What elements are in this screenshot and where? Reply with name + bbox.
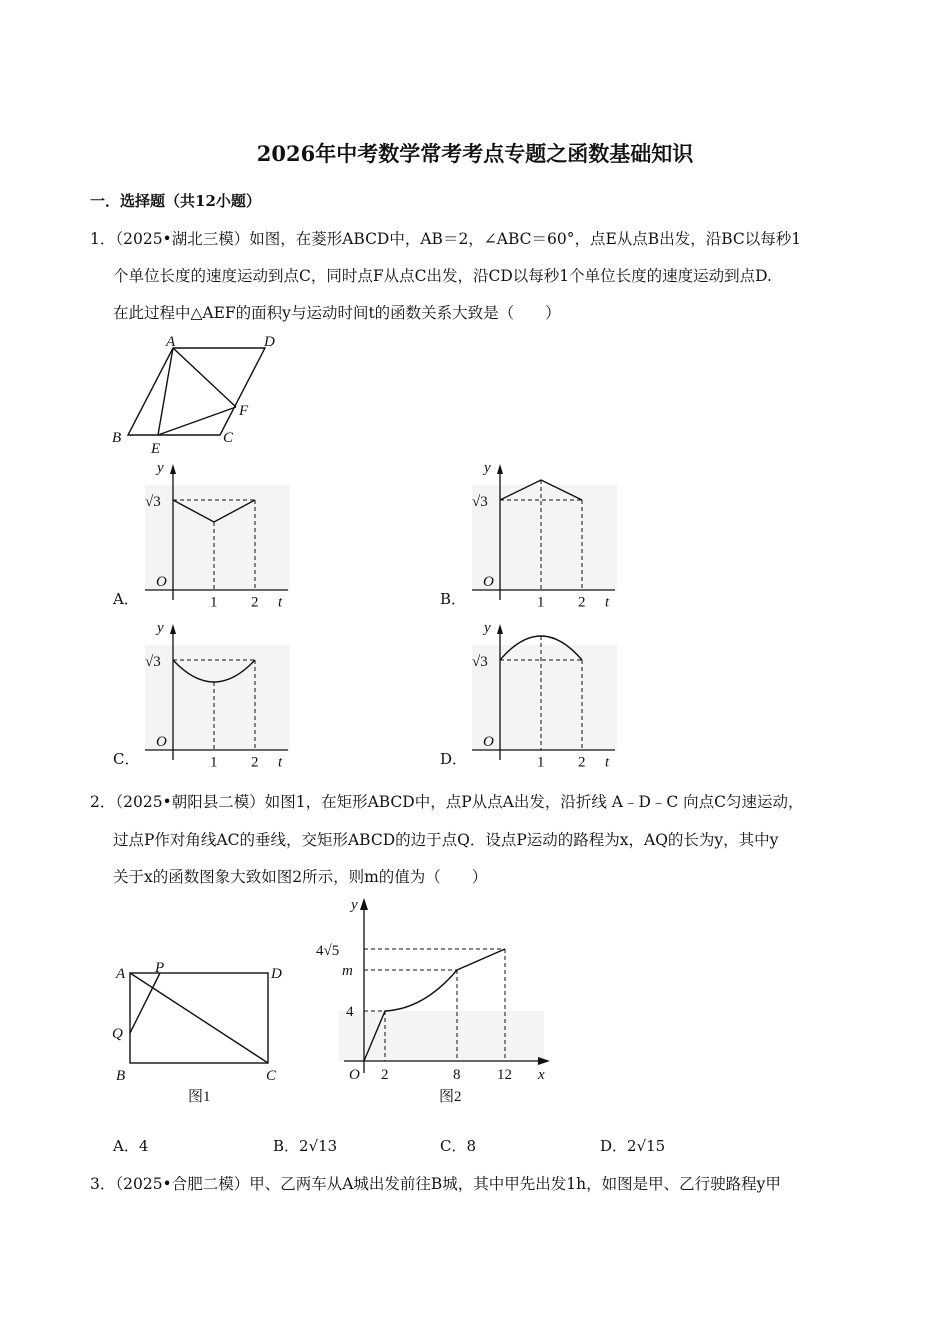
svg-text:y: y [351,897,358,913]
svg-text:2: 2 [251,754,259,771]
q1-option-d[interactable]: D． [440,750,468,768]
svg-text:x: x [538,1067,545,1083]
svg-text:t: t [278,754,283,771]
svg-text:12: 12 [497,1067,512,1083]
svg-text:O: O [349,1067,360,1083]
svg-text:1: 1 [537,754,545,771]
section-heading: 一．选择题（共12小题） [90,192,261,210]
svg-text:O: O [156,574,167,590]
q1-option-b[interactable]: B． [440,590,467,608]
svg-text:B: B [116,1068,126,1084]
q3-line-1: 3．（2025•合肥二模）甲、乙两车从A城出发前往B城，其中甲先出发1h，如图是甲、乙行驶路程y甲 [90,1175,781,1193]
svg-text:F: F [239,403,249,419]
svg-text:Q: Q [112,1026,123,1042]
svg-text:C: C [266,1068,277,1084]
svg-text:O: O [483,734,494,750]
q1-rhombus-figure [112,334,275,457]
q1-graph-a [145,460,290,611]
svg-text:A: A [166,334,176,350]
q2-option-a[interactable]: A．4 [113,1137,149,1155]
q2-line-3: 关于x的函数图象大致如图2所示，则m的值为（ ） [113,868,488,886]
q2-line-2: 过点P作对角线AC的垂线，交矩形ABCD的边于点Q．设点P运动的路程为x，AQ的长为y，其中y [113,831,779,849]
svg-text:t: t [605,594,610,611]
svg-text:O: O [483,574,494,590]
svg-text:√3: √3 [472,654,488,670]
svg-text:y: y [157,460,164,476]
svg-text:y: y [484,620,491,636]
svg-text:m: m [342,963,353,979]
q2-option-b[interactable]: B．2√13 [273,1137,338,1155]
q1-option-c[interactable]: C． [113,750,140,768]
q1-graph-d [472,620,617,771]
svg-text:t: t [605,754,610,771]
q2-option-c[interactable]: C．8 [440,1137,477,1155]
svg-text:A: A [116,966,126,982]
svg-text:D: D [271,966,282,982]
svg-text:E: E [151,441,161,457]
svg-text:B: B [112,430,122,446]
q1-line-1: 1．（2025•湖北三模）如图，在菱形ABCD中，AB＝2，∠ABC＝60°，点E从点B出发，沿BC以每秒1 [90,230,802,248]
q2-line-1: 2．（2025•朝阳县二模）如图1，在矩形ABCD中，点P从点A出发，沿折线 A﹣D﹣C 向点C匀速运动， [90,793,804,811]
svg-text:4: 4 [346,1004,354,1020]
q1-graph-b [472,460,617,611]
svg-text:y: y [157,620,164,636]
q1-option-a[interactable]: A． [113,590,139,608]
q2-option-d[interactable]: D．2√15 [600,1137,666,1155]
svg-text:2: 2 [578,594,586,611]
svg-text:2: 2 [578,754,586,771]
svg-text:图2: 图2 [439,1089,462,1105]
svg-text:2: 2 [251,594,259,611]
svg-text:t: t [278,594,283,611]
q2-figure-2 [316,897,550,1105]
svg-text:P: P [155,960,165,976]
svg-text:√3: √3 [145,494,161,510]
svg-text:1: 1 [210,594,218,611]
svg-text:O: O [156,734,167,750]
svg-text:2: 2 [381,1067,389,1083]
svg-text:8: 8 [453,1067,461,1083]
svg-text:D: D [264,334,275,350]
q1-line-3: 在此过程中△AEF的面积y与运动时间t的函数关系大致是（ ） [113,304,561,322]
q1-graph-c [145,620,290,771]
q2-figure-1 [112,960,282,1105]
svg-text:√3: √3 [472,494,488,510]
svg-text:图1: 图1 [188,1089,211,1105]
page-title: 2026年中考数学常考考点专题之函数基础知识 [256,141,694,166]
svg-text:1: 1 [537,594,545,611]
svg-text:1: 1 [210,754,218,771]
svg-text:4√5: 4√5 [316,943,340,959]
svg-text:y: y [484,460,491,476]
svg-text:√3: √3 [145,654,161,670]
q1-line-2: 个单位长度的速度运动到点C，同时点F从点C出发，沿CD以每秒1个单位长度的速度运动到点D. [113,267,772,285]
svg-text:C: C [223,430,234,446]
